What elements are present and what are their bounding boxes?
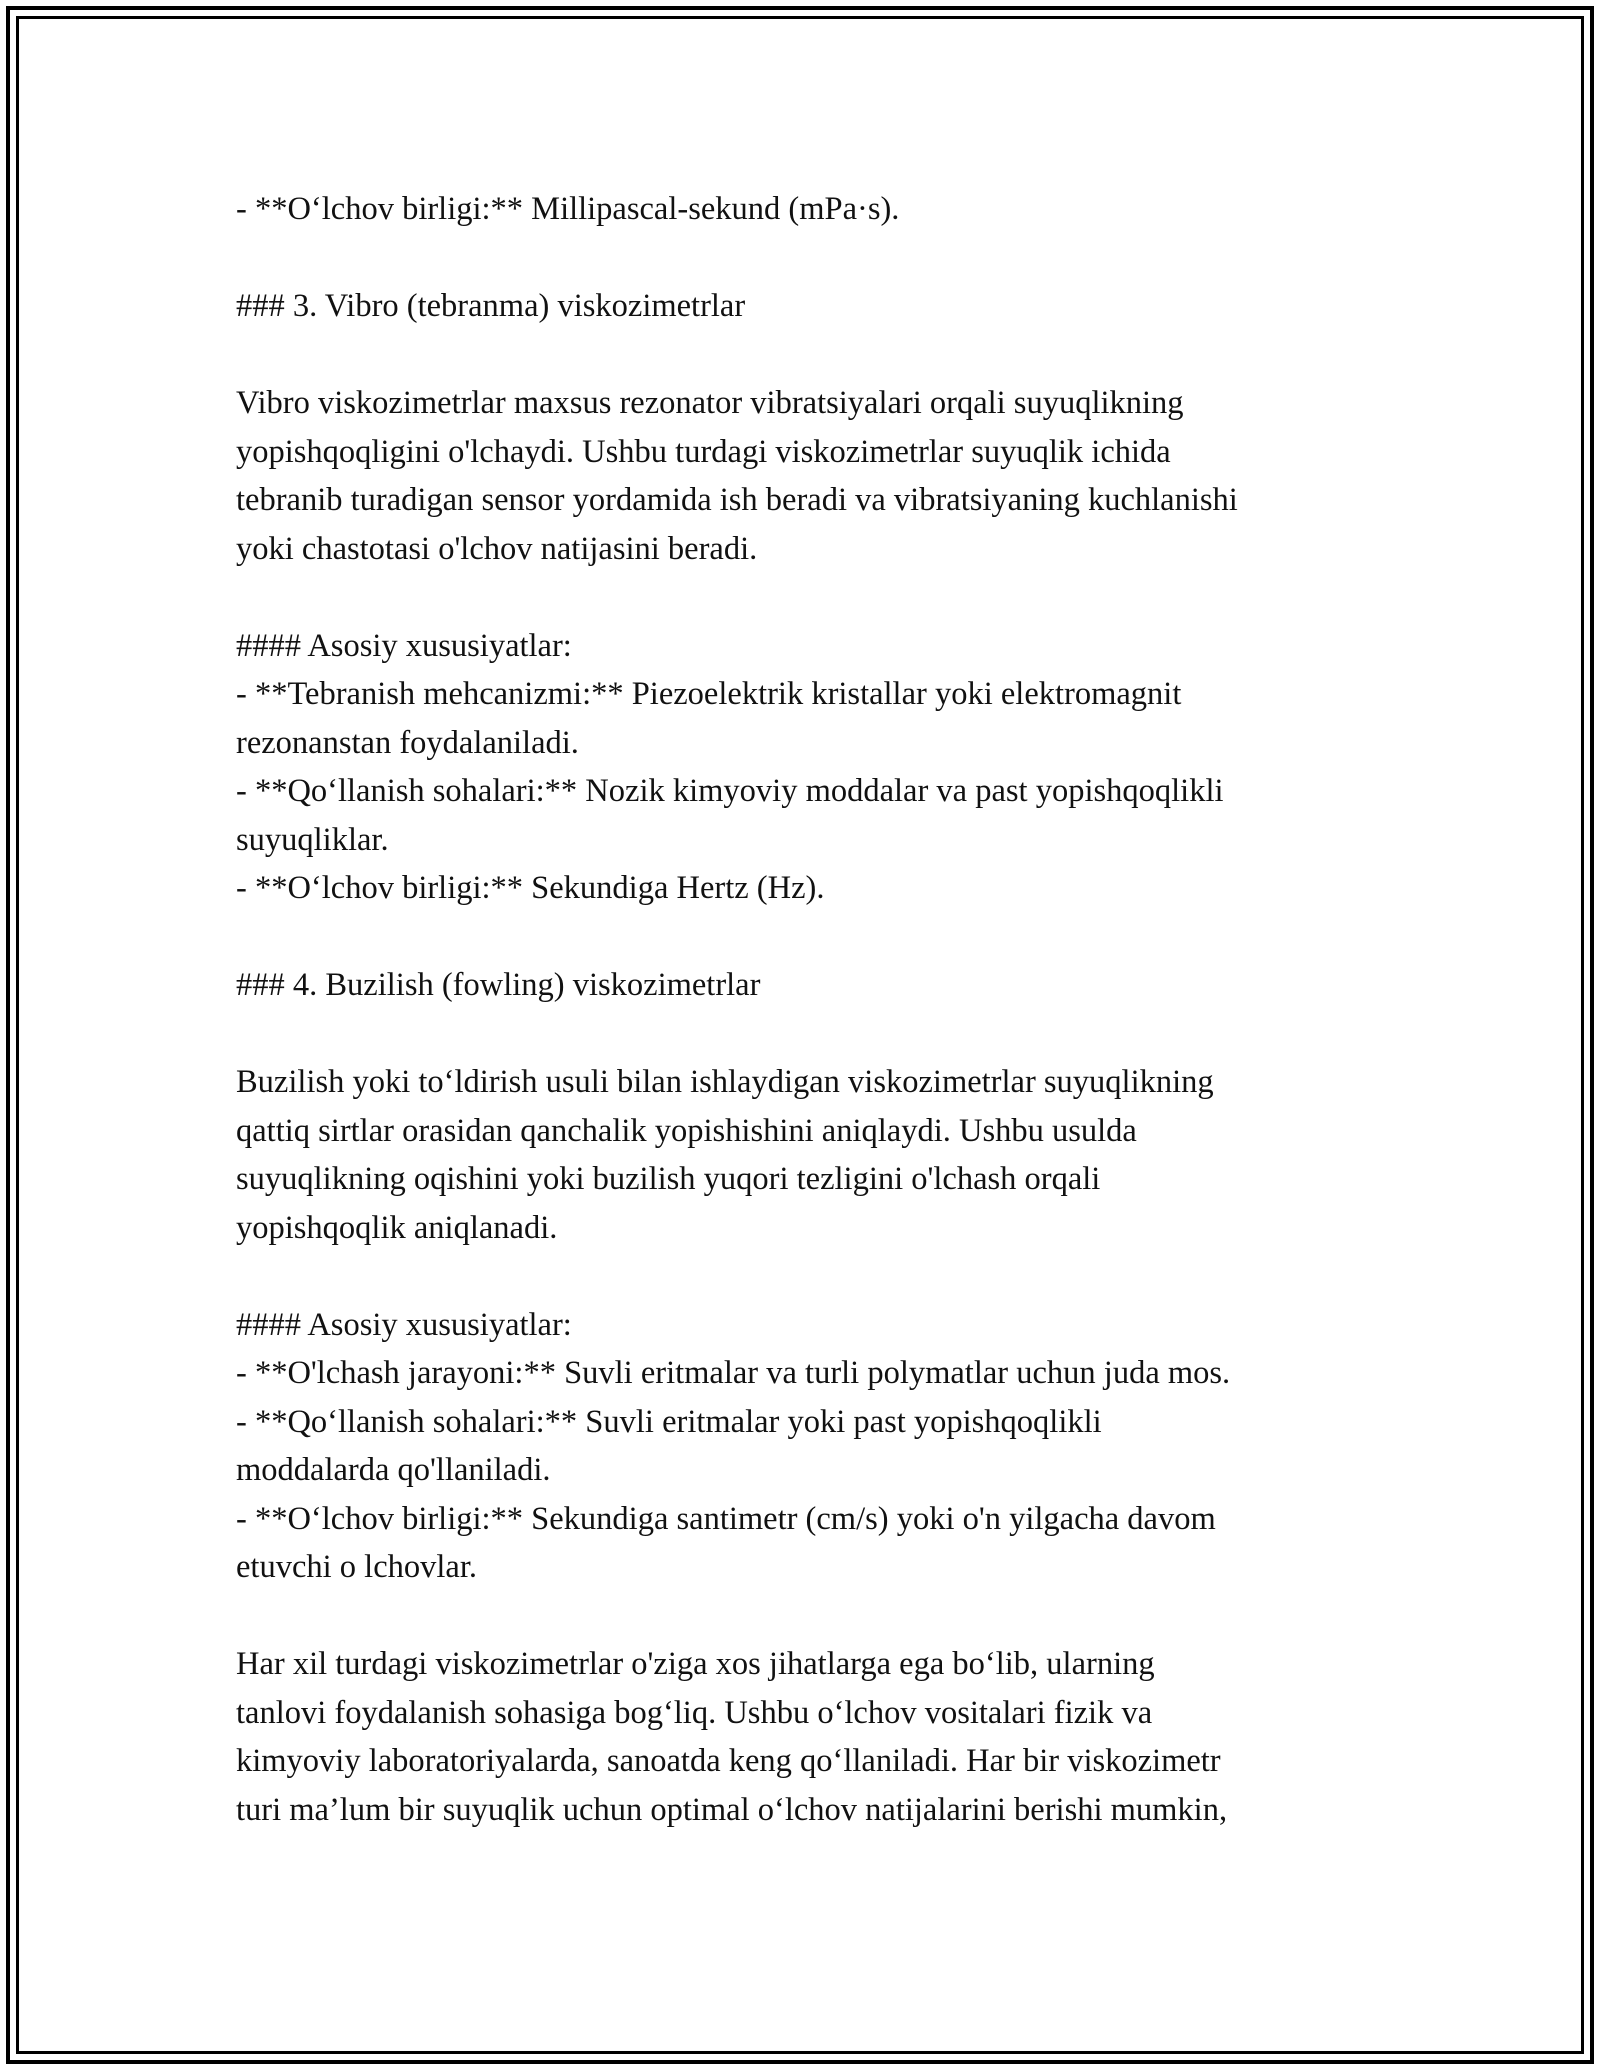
paragraph-vibro [236, 379, 1386, 573]
text-line: Buzilish yoki to‘ldirish usuli bilan ishlaydigan viskozimetrlar suyuqlikning [236, 1064, 1214, 1100]
text-line: yoki chastotasi o'lchov natijasini beradi. [236, 530, 758, 567]
text-line: suyuqlikning oqishini yoki buzilish yuqori tezligini o'lchash orqali [236, 1161, 1101, 1197]
list-item-continuation: suyuqliklar. [236, 821, 389, 858]
list-item-unit-millipascal [236, 185, 1386, 234]
text-line: - **O‘lchov birligi:** Millipascal-sekund (mPa·s). [236, 191, 900, 227]
list-item-continuation: etuvchi o lchovlar. [236, 1549, 477, 1585]
section-heading-vibro [236, 282, 1386, 331]
list-item: - **O‘lchov birligi:** Sekundiga santimetr (cm/s) yoki o'n yilgacha davom [236, 1500, 1216, 1537]
text-line: tanlovi foydalanish sohasiga bog‘liq. Ushbu o‘lchov vositalari fizik va [236, 1694, 1153, 1731]
heading-text: ### 3. Vibro (tebranma) viskozimetrlar [236, 288, 746, 324]
text-line: turi ma’lum bir suyuqlik uchun optimal o‘lchov natijalarini berishi mumkin, [236, 1791, 1228, 1828]
text-line: yopishqoqlik aniqlanadi. [236, 1209, 558, 1246]
list-item: - **O‘lchov birligi:** Sekundiga Hertz (Hz). [236, 870, 825, 906]
subheading-text: #### Asosiy xususiyatlar: [236, 1306, 572, 1343]
text-line: kimyoviy laboratoriyalarda, sanoatda keng qo‘llaniladi. Har bir viskozimetr [236, 1743, 1221, 1779]
text-line: qattiq sirtlar orasidan qanchalik yopishishini aniqlaydi. Ushbu usulda [236, 1112, 1137, 1149]
paragraph-buzilish [236, 1058, 1386, 1252]
features-list-buzilish [236, 1301, 1386, 1592]
text-line: tebranib turadigan sensor yordamida ish beradi va vibratsiyaning kuchlanishi [236, 482, 1238, 518]
list-item: - **Qo‘llanish sohalari:** Nozik kimyoviy moddalar va past yopishqoqlikli [236, 773, 1224, 809]
list-item: - **Qo‘llanish sohalari:** Suvli eritmalar yoki past yopishqoqlikli [236, 1403, 1102, 1440]
paragraph-conclusion [236, 1640, 1386, 1834]
section-heading-buzilish [236, 961, 1386, 1010]
list-item: - **Tebranish mehcanizmi:** Piezoelektrik kristallar yoki elektromagnit [236, 676, 1182, 712]
list-item-continuation: moddalarda qo'llaniladi. [236, 1452, 551, 1488]
document-page [236, 185, 1386, 1883]
features-list-vibro [236, 622, 1386, 913]
text-line: Har xil turdagi viskozimetrlar o'ziga xos jihatlarga ega bo‘lib, ularning [236, 1646, 1155, 1682]
subheading-text: #### Asosiy xususiyatlar: [236, 627, 572, 664]
list-item-continuation: rezonanstan foydalaniladi. [236, 724, 579, 761]
heading-text: ### 4. Buzilish (fowling) viskozimetrlar [236, 967, 761, 1003]
text-line: Vibro viskozimetrlar maxsus rezonator vibratsiyalari orqali suyuqlikning [236, 385, 1184, 421]
list-item: - **O'lchash jarayoni:** Suvli eritmalar va turli polymatlar uchun juda mos. [236, 1355, 1231, 1391]
text-line: yopishqoqligini o'lchaydi. Ushbu turdagi viskozimetrlar suyuqlik ichida [236, 433, 1171, 470]
